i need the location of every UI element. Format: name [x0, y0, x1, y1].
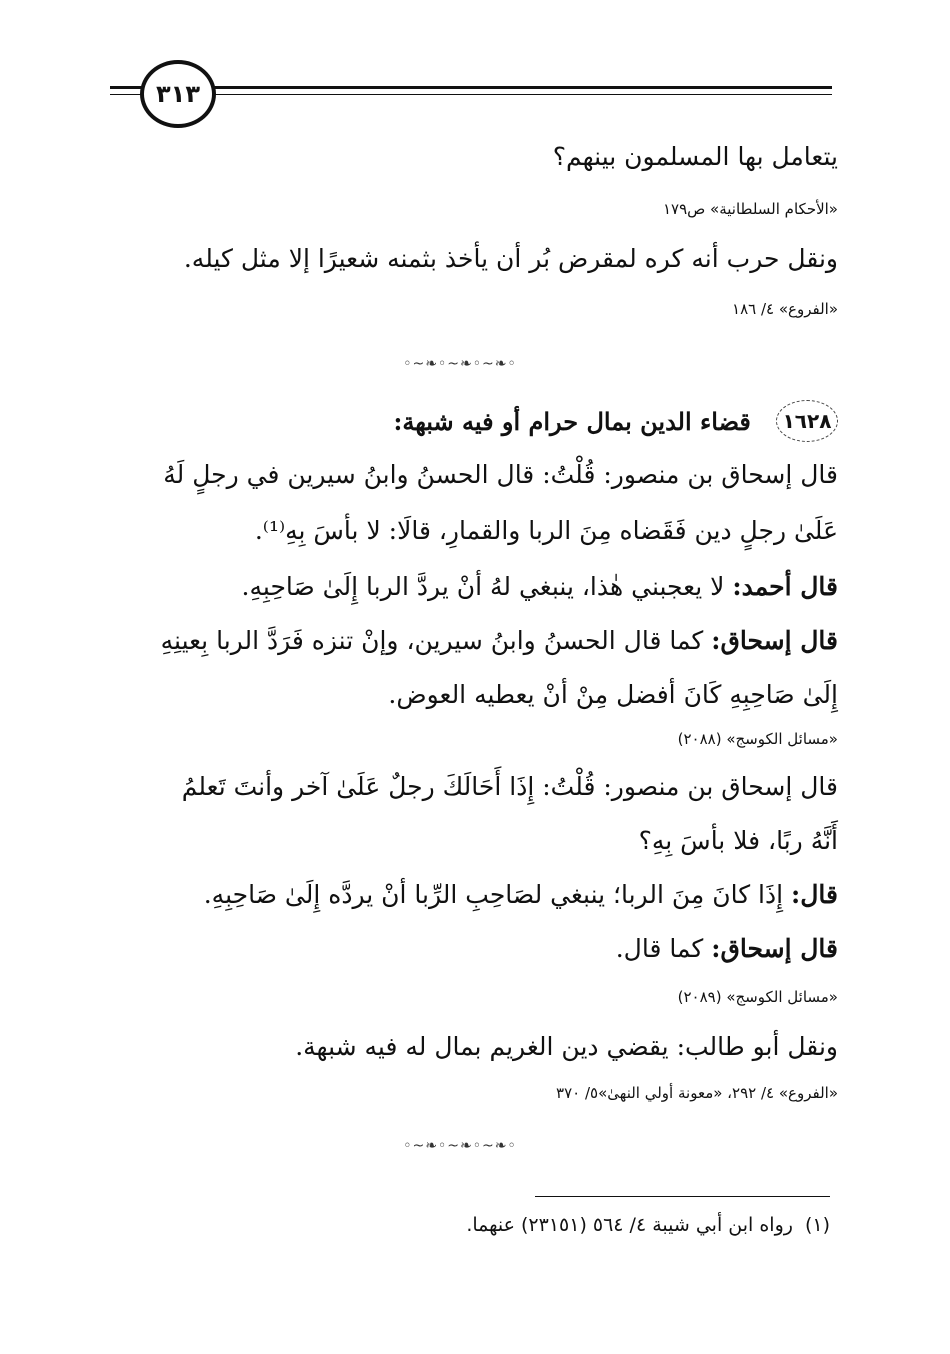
- issue-number: ١٦٢٨: [776, 400, 838, 442]
- section1-reference: «مسائل الكوسج» (٢٠٨٨): [677, 730, 838, 748]
- issue-heading: [110, 400, 838, 440]
- intro-line-1: يتعامل بها المسلمون بينهم؟: [552, 142, 838, 171]
- speaker-text: كما قال الحسنُ وابنُ سيرين، وإنْ تنزه فَرَدَّ الربا بِعينِهِ: [160, 626, 712, 655]
- page-number: ٣١٣: [156, 80, 200, 108]
- speaker-label: قال إسحاق:: [711, 626, 838, 655]
- footnote-rule: [535, 1196, 830, 1197]
- header-rule: [200, 86, 832, 95]
- speaker-text: إِذَا كانَ مِنَ الربا؛ ينبغي لصَاحِبِ الرِّبا أنْ يردَّه إِلَىٰ صَاحِبِهِ.: [203, 880, 792, 909]
- speaker-text: لا يعجبني هٰذا، ينبغي لهُ أنْ يردَّ الربا إِلَىٰ صَاحِبِهِ.: [241, 572, 733, 601]
- speaker-label: قال إسحاق:: [711, 934, 838, 963]
- section3-reference: «الفروع» ٤/ ٢٩٢، «معونة أولي النهىٰ»٥/ ٣٧٠: [556, 1084, 838, 1102]
- section3-line-1: ونقل أبو طالب: يقضي دين الغريم بمال له فيه شبهة.: [295, 1032, 838, 1061]
- footnote: [110, 1214, 830, 1236]
- page-number-badge: [140, 60, 216, 128]
- section1-line-5: إِلَىٰ صَاحِبِهِ كَانَ أفضل مِنْ أنْ يعطيه العوض.: [388, 680, 838, 709]
- intro-reference-1: «الأحكام السلطانية» ص١٧٩: [662, 200, 838, 218]
- intro-reference-2: «الفروع» ٤/ ١٨٦: [732, 300, 838, 318]
- speaker-label: قال:: [791, 880, 838, 909]
- section2-line-2: أَنَّهُ ربًا، فلا بأسَ بِهِ؟: [638, 826, 838, 855]
- footnote-marker: (١): [804, 1214, 830, 1236]
- section1-line-2: عَلَىٰ رجلٍ دين فَقَضاه مِنَ الربا والقمارِ، قالَا: لا بأسَ بِهِ⁽¹⁾.: [254, 516, 838, 545]
- section2-reference: «مسائل الكوسج» (٢٠٨٩): [677, 988, 838, 1006]
- section1-line-1: قال إسحاق بن منصور: قُلْتُ: قال الحسنُ وابنُ سيرين في رجلٍ لَهُ: [163, 460, 838, 489]
- speaker-text: كما قال.: [615, 934, 712, 963]
- ornament-divider: ◦~❧◦~❧◦~❧◦: [403, 356, 517, 372]
- ornament-divider-bottom: ◦~❧◦~❧◦~❧◦: [403, 1138, 517, 1154]
- section1-ishaq-line: [110, 626, 838, 656]
- footnote-text: رواه ابن أبي شيبة ٤/ ٥٦٤ (٢٣١٥١) عنهما.: [466, 1214, 793, 1236]
- speaker-label: قال أحمد:: [732, 572, 838, 601]
- section1-ahmad-line: [110, 572, 838, 602]
- section2-ishaq-line: [110, 934, 838, 964]
- section2-line-1: قال إسحاق بن منصور: قُلْتُ: إِذَا أَحَالَكَ رجلٌ عَلَىٰ آخر وأنتَ تَعلمُ: [181, 772, 838, 801]
- intro-line-2: ونقل حرب أنه كره لمقرض بُر أن يأخذ بثمنه شعيرًا إلا مثل كيله.: [183, 244, 838, 273]
- section2-qala-line: [110, 880, 838, 910]
- issue-title: قضاء الدين بمال حرام أو فيه شبهة:: [393, 406, 751, 436]
